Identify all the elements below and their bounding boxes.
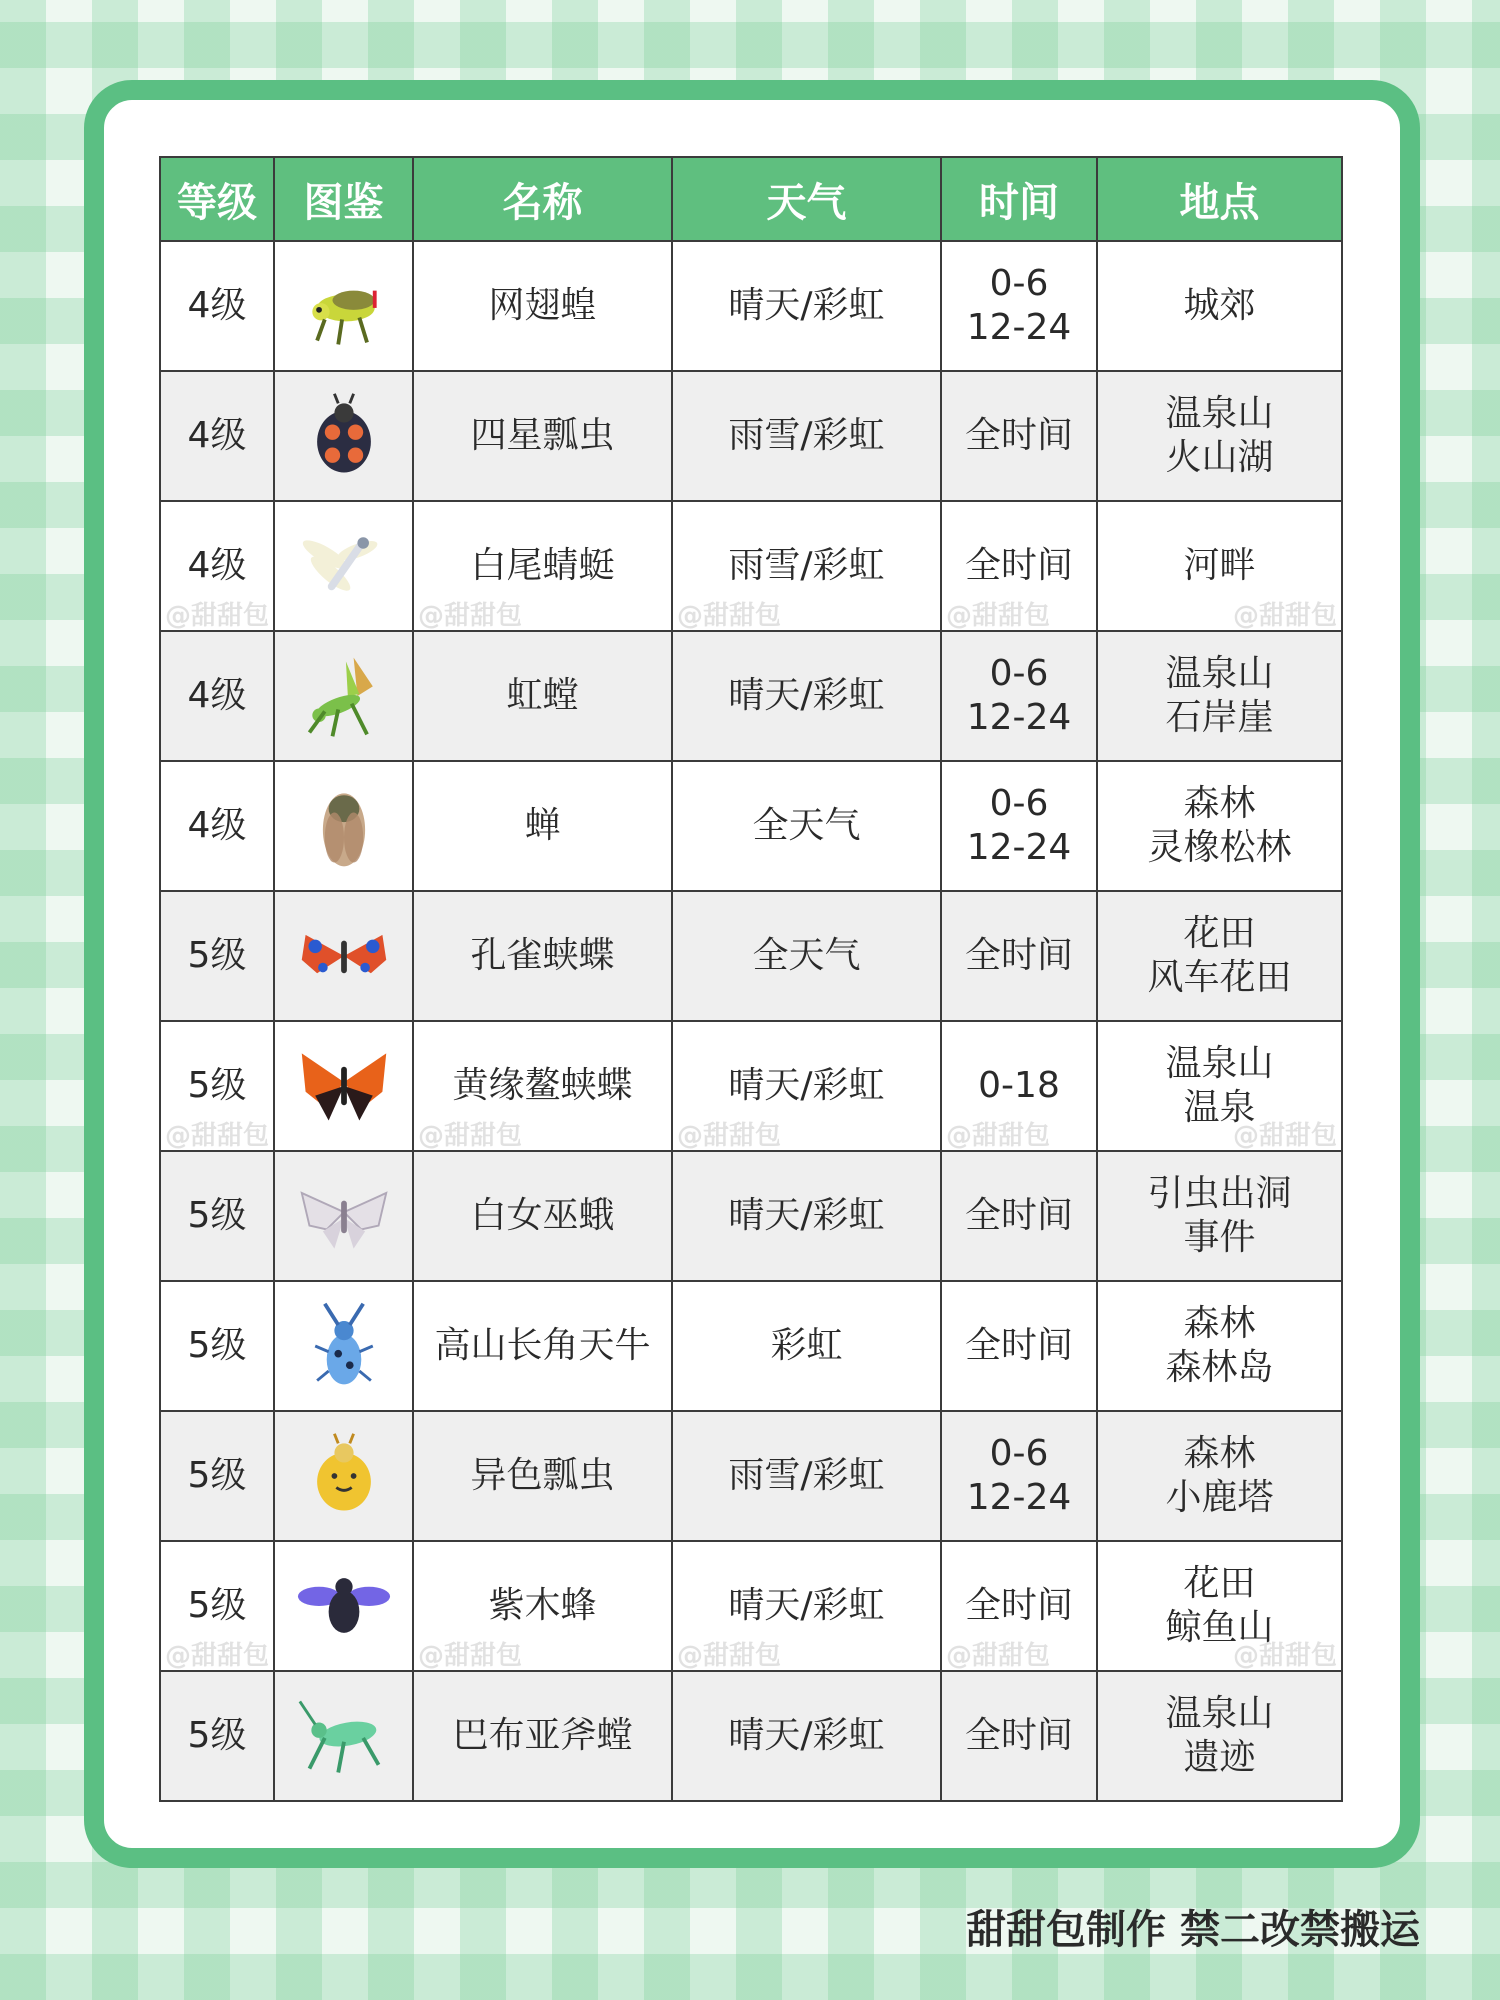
- name-cell: [413, 1541, 672, 1671]
- time-cell: [941, 631, 1097, 761]
- level-cell: [160, 371, 274, 501]
- icon-cell: [274, 501, 413, 631]
- watermark: @甜甜包: [1232, 1121, 1337, 1151]
- name-cell: [413, 501, 672, 631]
- insect-name: 黄缘鳌蛱蝶: [452, 1065, 633, 1106]
- insect-name: 蝉: [524, 805, 561, 846]
- place-line: 遗迹: [1183, 1737, 1256, 1778]
- name-cell: [413, 1411, 672, 1541]
- name-cell: [413, 371, 672, 501]
- weather-cell: [672, 1671, 941, 1801]
- place-line: 事件: [1183, 1217, 1256, 1258]
- level-cell: [160, 761, 274, 891]
- insect-name: 网翅蝗: [488, 285, 597, 326]
- level-text: 5级: [187, 1585, 247, 1626]
- place-line: 花田: [1183, 913, 1256, 954]
- grasshopper-icon: [296, 258, 392, 354]
- insect-name: 白女巫蛾: [470, 1195, 615, 1236]
- place-line: 河畔: [1183, 545, 1256, 586]
- name-cell: [413, 1281, 672, 1411]
- place-line: 火山湖: [1165, 437, 1274, 478]
- weather-cell: [672, 1151, 941, 1281]
- header-time: 时间: [941, 157, 1097, 241]
- time-line: 0-6: [989, 653, 1049, 694]
- footer-credit: 甜甜包制作 禁二改禁搬运: [966, 1907, 1420, 1953]
- mantis-icon: [296, 648, 392, 744]
- time-cell: [941, 241, 1097, 371]
- time-line: 全时间: [964, 935, 1073, 976]
- weather-cell: [672, 1281, 941, 1411]
- header-weather: 天气: [672, 157, 941, 241]
- weather-text: 彩虹: [770, 1325, 843, 1366]
- level-cell: [160, 631, 274, 761]
- weather-text: 雨雪/彩虹: [728, 545, 885, 586]
- place-line: 温泉: [1183, 1087, 1256, 1128]
- place-line: 温泉山: [1165, 653, 1274, 694]
- icon-cell: [274, 1281, 413, 1411]
- watermark: @甜甜包: [1232, 1641, 1337, 1671]
- weather-cell: [672, 761, 941, 891]
- time-cell: [941, 1541, 1097, 1671]
- icon-cell: [274, 1411, 413, 1541]
- time-line: 全时间: [964, 415, 1073, 456]
- insect-name: 巴布亚斧螳: [452, 1715, 633, 1756]
- place-line: 森林岛: [1165, 1347, 1274, 1388]
- longhorn-beetle-icon: [296, 1298, 392, 1394]
- place-cell: [1097, 1281, 1342, 1411]
- name-cell: [413, 761, 672, 891]
- place-line: 风车花田: [1147, 957, 1292, 998]
- insect-name: 虹螳: [506, 675, 579, 716]
- table-header-row: [160, 157, 1342, 241]
- weather-cell: [672, 1021, 941, 1151]
- weather-text: 晴天/彩虹: [728, 675, 885, 716]
- level-text: 4级: [187, 805, 247, 846]
- time-line: 0-6: [989, 1433, 1049, 1474]
- icon-cell: [274, 241, 413, 371]
- carpenter-bee-icon: [296, 1558, 392, 1654]
- level-cell: [160, 241, 274, 371]
- level-cell: [160, 1021, 274, 1151]
- level-cell: [160, 1541, 274, 1671]
- name-cell: [413, 1151, 672, 1281]
- icon-cell: [274, 1671, 413, 1801]
- insect-name: 高山长角天牛: [434, 1325, 651, 1366]
- header-level: 等级: [160, 157, 274, 241]
- level-text: 4级: [187, 415, 247, 456]
- place-cell: [1097, 761, 1342, 891]
- place-line: 石岸崖: [1165, 697, 1274, 738]
- level-text: 5级: [187, 1065, 247, 1106]
- time-cell: [941, 1671, 1097, 1801]
- place-line: 小鹿塔: [1165, 1477, 1274, 1518]
- time-line: 0-6: [989, 263, 1049, 304]
- table-row: [160, 631, 1342, 761]
- watermark: @甜甜包: [165, 1641, 270, 1671]
- place-line: 森林: [1183, 1433, 1256, 1474]
- dragonfly-icon: [296, 518, 392, 614]
- peacock-butterfly-icon: [296, 908, 392, 1004]
- time-line: 全时间: [964, 1585, 1073, 1626]
- level-text: 5级: [187, 1195, 247, 1236]
- watermark: @甜甜包: [677, 1121, 782, 1151]
- time-line: 0-18: [978, 1065, 1060, 1106]
- weather-text: 雨雪/彩虹: [728, 415, 885, 456]
- level-cell: [160, 1671, 274, 1801]
- name-cell: [413, 631, 672, 761]
- place-cell: [1097, 1671, 1342, 1801]
- place-cell: [1097, 1151, 1342, 1281]
- weather-cell: [672, 1541, 941, 1671]
- place-line: 温泉山: [1165, 1693, 1274, 1734]
- time-cell: [941, 1281, 1097, 1411]
- weather-text: 晴天/彩虹: [728, 1195, 885, 1236]
- level-cell: [160, 1151, 274, 1281]
- insect-name: 孔雀蛱蝶: [470, 935, 615, 976]
- icon-cell: [274, 891, 413, 1021]
- time-cell: [941, 1151, 1097, 1281]
- place-cell: [1097, 371, 1342, 501]
- watermark: @甜甜包: [946, 1641, 1051, 1671]
- time-line: 12-24: [966, 1477, 1072, 1518]
- name-cell: [413, 1671, 672, 1801]
- place-line: 花田: [1183, 1563, 1256, 1604]
- time-line: 0-6: [989, 783, 1049, 824]
- header-place: 地点: [1097, 157, 1342, 241]
- watermark: @甜甜包: [946, 601, 1051, 631]
- watermark: @甜甜包: [418, 601, 523, 631]
- insect-name: 紫木蜂: [488, 1585, 597, 1626]
- header-icon: 图鉴: [274, 157, 413, 241]
- time-cell: [941, 761, 1097, 891]
- table-row: [160, 1281, 1342, 1411]
- yellow-ladybug-icon: [296, 1428, 392, 1524]
- place-cell: [1097, 1021, 1342, 1151]
- weather-text: 全天气: [752, 805, 861, 846]
- watermark: @甜甜包: [677, 1641, 782, 1671]
- place-line: 灵橡松林: [1147, 827, 1292, 868]
- insect-name: 四星瓢虫: [470, 415, 615, 456]
- time-cell: [941, 501, 1097, 631]
- place-line: 引虫出洞: [1147, 1173, 1292, 1214]
- level-text: 5级: [187, 1325, 247, 1366]
- insect-name: 异色瓢虫: [470, 1455, 615, 1496]
- watermark: @甜甜包: [418, 1641, 523, 1671]
- level-text: 4级: [187, 675, 247, 716]
- place-cell: [1097, 891, 1342, 1021]
- name-cell: [413, 1021, 672, 1151]
- weather-text: 全天气: [752, 935, 861, 976]
- weather-text: 晴天/彩虹: [728, 1065, 885, 1106]
- weather-text: 雨雪/彩虹: [728, 1455, 885, 1496]
- time-line: 12-24: [966, 827, 1072, 868]
- time-cell: [941, 1411, 1097, 1541]
- watermark: @甜甜包: [677, 601, 782, 631]
- icon-cell: [274, 631, 413, 761]
- watermark: @甜甜包: [165, 1121, 270, 1151]
- weather-cell: [672, 501, 941, 631]
- level-cell: [160, 501, 274, 631]
- weather-cell: [672, 631, 941, 761]
- icon-cell: [274, 761, 413, 891]
- table-row: [160, 761, 1342, 891]
- time-line: 全时间: [964, 545, 1073, 586]
- table-row: [160, 1541, 1342, 1671]
- time-cell: [941, 891, 1097, 1021]
- white-moth-icon: [296, 1168, 392, 1264]
- place-line: 鲸鱼山: [1165, 1607, 1274, 1648]
- table-row: [160, 371, 1342, 501]
- katydid-icon: [296, 1688, 392, 1784]
- place-line: 温泉山: [1165, 1043, 1274, 1084]
- icon-cell: [274, 1021, 413, 1151]
- level-text: 4级: [187, 545, 247, 586]
- place-cell: [1097, 1541, 1342, 1671]
- watermark: @甜甜包: [418, 1121, 523, 1151]
- weather-text: 晴天/彩虹: [728, 1715, 885, 1756]
- level-cell: [160, 891, 274, 1021]
- time-line: 全时间: [964, 1195, 1073, 1236]
- level-text: 5级: [187, 1715, 247, 1756]
- place-line: 城郊: [1183, 285, 1256, 326]
- level-cell: [160, 1281, 274, 1411]
- icon-cell: [274, 371, 413, 501]
- table-row: [160, 1411, 1342, 1541]
- level-text: 5级: [187, 1455, 247, 1496]
- weather-text: 晴天/彩虹: [728, 285, 885, 326]
- time-line: 12-24: [966, 697, 1072, 738]
- table-row: [160, 891, 1342, 1021]
- table-row: [160, 1021, 1342, 1151]
- level-cell: [160, 1411, 274, 1541]
- place-line: 森林: [1183, 783, 1256, 824]
- place-cell: [1097, 241, 1342, 371]
- place-line: 温泉山: [1165, 393, 1274, 434]
- tortoiseshell-butterfly-icon: [296, 1038, 392, 1134]
- name-cell: [413, 241, 672, 371]
- table-row: [160, 1671, 1342, 1801]
- watermark: @甜甜包: [1232, 601, 1337, 631]
- weather-text: 晴天/彩虹: [728, 1585, 885, 1626]
- insect-name: 白尾蜻蜓: [470, 545, 615, 586]
- place-cell: [1097, 1411, 1342, 1541]
- ladybug-icon: [296, 388, 392, 484]
- time-line: 12-24: [966, 307, 1072, 348]
- weather-cell: [672, 241, 941, 371]
- place-cell: [1097, 631, 1342, 761]
- level-text: 4级: [187, 285, 247, 326]
- cicada-icon: [296, 778, 392, 874]
- level-text: 5级: [187, 935, 247, 976]
- table-row: [160, 501, 1342, 631]
- name-cell: [413, 891, 672, 1021]
- place-line: 森林: [1183, 1303, 1256, 1344]
- insect-table: [159, 156, 1343, 1802]
- place-cell: [1097, 501, 1342, 631]
- watermark: @甜甜包: [165, 601, 270, 631]
- weather-cell: [672, 1411, 941, 1541]
- table-row: [160, 1151, 1342, 1281]
- time-line: 全时间: [964, 1325, 1073, 1366]
- time-cell: [941, 371, 1097, 501]
- time-line: 全时间: [964, 1715, 1073, 1756]
- header-name: 名称: [413, 157, 672, 241]
- icon-cell: [274, 1541, 413, 1671]
- weather-cell: [672, 371, 941, 501]
- icon-cell: [274, 1151, 413, 1281]
- table-row: [160, 241, 1342, 371]
- time-cell: [941, 1021, 1097, 1151]
- weather-cell: [672, 891, 941, 1021]
- watermark: @甜甜包: [946, 1121, 1051, 1151]
